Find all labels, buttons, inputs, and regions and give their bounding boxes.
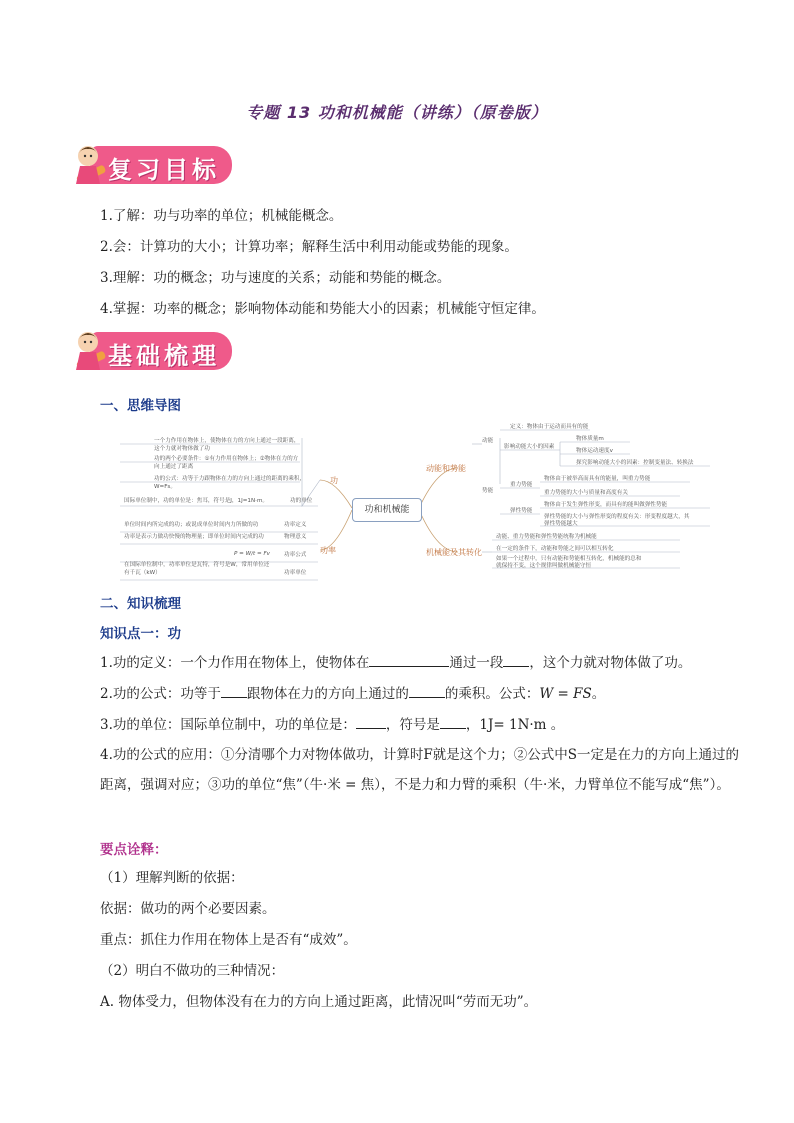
energy-kinetic-def: 定义：物体由于运动而具有的能 [510,424,589,430]
work-definition: 1.功的定义：一个力作用在物体上，使物体在 通过一段 ，这个力就对物体做了功。 [100,652,691,673]
work-formula-expression: W = FS [539,686,592,702]
node-work: 功 [330,476,338,485]
energy-gravity-2: 重力势能的大小与质量和高度有关 [544,490,628,496]
goal-1: 1.了解：功与功率的单位；机械能概念。 [100,208,343,224]
mind-map-center: 功和机械能 [352,498,422,522]
keynote-heading: 要点诠释： [100,842,168,858]
goal-2: 2.会：计算功的大小；计算功率；解释生活中利用动能或势能的现象。 [100,239,518,255]
blank-unit-name[interactable] [356,714,386,729]
review-goals-banner [72,140,232,190]
power-tag-2: 物理意义 [284,534,307,540]
work-line-1: 一个力作用在物体上，使物体在力的方向上通过一段距离， [154,438,300,444]
energy-elastic-2: 弹性势能的大小与弹性形变的程度有关：形变程度越大，其 [544,514,690,520]
power-tag-3: 功率公式 [284,552,307,558]
blank-distance-2[interactable] [409,683,445,698]
energy-factor-2: 物体运动速度v [576,448,613,454]
conversion-line-3: 如果一个过程中，只有动能和势能相互转化，机械能的总和 [496,556,642,562]
energy-elastic: 弹性势能 [510,508,533,514]
section-knowledge-heading: 二、知识梳理 [100,596,181,612]
blank-direction[interactable] [369,652,449,667]
work-formula: 2.功的公式：功等于 跟物体在力的方向上通过的 的乘积。公式：W = FS。 [100,683,605,704]
conversion-line-1: 动能、重力势能和弹性势能统称为机械能 [496,534,597,540]
energy-kinetic-factor: 影响动能大小的因素 [504,444,555,450]
energy-elastic-1: 物体由于发生弹性形变，而具有的能叫做弹性势能 [544,502,668,508]
energy-factor-3: 探究影响动能大小的因素：控制变量法、转换法 [576,460,694,466]
note-4: （2）明白不做功的三种情况： [100,963,285,979]
blank-unit-symbol[interactable] [440,714,466,729]
note-1: （1）理解判断的依据： [100,870,244,886]
work-line-7: 国际单位制中，功的单位是：焦耳，符号是J，1J=1N·m。 [124,498,268,504]
node-conversion: 机械能及其转化 [426,548,482,557]
knowledge-point-1: 知识点一：功 [100,626,181,642]
work-line-3: 功的两个必要条件：①有力作用在物体上；②物体在力的方 [154,456,299,462]
power-line-3: 在国际单位制中，功率单位是瓦特，符号是W，常用单位还 [124,562,270,568]
girl-pencil-icon [72,326,112,378]
work-unit-tag: 功的单位 [290,498,313,504]
power-line-4: 有千瓦（kW） [124,570,161,576]
work-application: 4.功的公式的应用：①分清哪个力对物体做功，计算时F就是这个力；②公式中S一定是在力的方向上通过的距离，强调对应；③功的单位“焦”（牛·米 = 焦），不是力和力臂的乘积（牛·米，力臂单位不能写成“焦”）。 [100,747,739,793]
conversion-line-4: 就保持不变，这个规律叫做机械能守恒 [496,563,592,569]
power-formula: P = W/t = Fv [234,551,270,557]
energy-kinetic: 动能 [482,438,494,444]
note-5: A. 物体受力，但物体没有在力的方向上通过距离，此情况叫“劳而无功”。 [100,994,538,1010]
energy-gravity-1: 物体由于被举高而具有的能量，叫重力势能 [544,476,651,482]
power-tag-4: 功率单位 [284,570,307,576]
goal-4: 4.掌握：功率的概念；影响物体动能和势能大小的因素；机械能守恒定律。 [100,301,545,317]
work-line-5: 功的公式：功等于力跟物体在力的方向上通过的距离的乘积， [154,476,306,482]
power-line-1: 单位时间内所完成的功；或说成单位时间内力所做的功 [124,522,259,528]
work-unit: 3.功的单位：国际单位制中，功的单位是： ，符号是 ，1J= 1N·m 。 [100,714,564,735]
banner-label: 基础梳理 [108,342,220,370]
blank-distance[interactable] [503,652,529,667]
mind-map [120,418,720,588]
work-line-4: 向上通过了距离 [154,464,194,470]
blank-force[interactable] [221,683,247,698]
girl-pencil-icon [72,140,112,192]
energy-factor-1: 物体质量m [576,436,604,442]
conversion-line-2: 在一定的条件下，动能和势能之间可以相互转化 [496,546,614,552]
note-2: 依据：做功的两个必要因素。 [100,901,276,917]
banner-label: 复习目标 [108,156,220,184]
work-line-2: 这个力就对物体做了功 [154,446,210,452]
work-line-6: W=Fs。 [154,484,176,490]
note-3: 重点：抓住力作用在物体上是否有“成效”。 [100,932,357,948]
power-line-2: 功率是表示力做功快慢的物理量；即单位时间内完成的功 [124,534,264,540]
goal-3: 3.理解：功的概念；功与速度的关系；动能和势能的概念。 [100,270,451,286]
energy-elastic-3: 弹性势能越大 [544,521,578,527]
node-power: 功率 [320,546,336,555]
energy-gravity: 重力势能 [510,482,533,488]
section-mindmap-heading: 一、思维导图 [100,398,181,414]
page-title: 专题 13 功和机械能（讲练）（原卷版） [246,103,548,122]
basics-banner [72,326,232,376]
energy-potential: 势能 [482,488,494,494]
power-tag-1: 功率定义 [284,522,307,528]
node-energy: 动能和势能 [426,464,466,473]
